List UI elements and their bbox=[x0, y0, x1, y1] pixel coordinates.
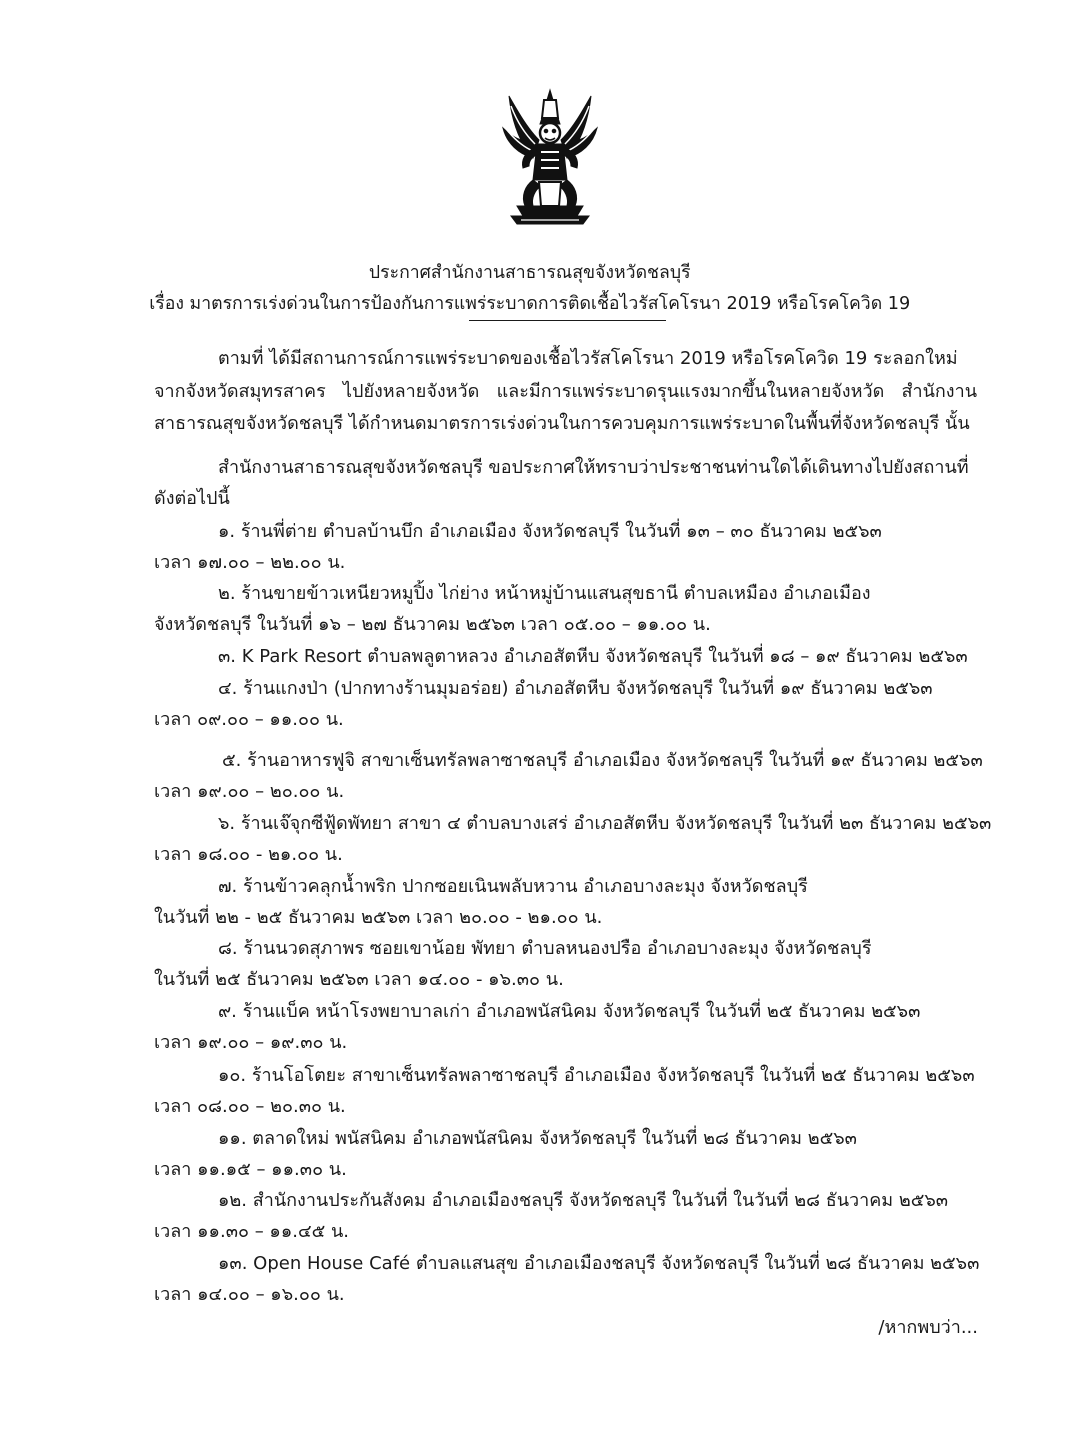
list-item-line-1: ๘. ร้านนวดสุภาพร ซอยเขาน้อย พัทยา ตำบลหนองปรือ อำเภอบางละมุง จังหวัดชลบุรี bbox=[218, 938, 872, 959]
list-item-line-2: จังหวัดชลบุรี ในวันที่ ๑๖ – ๒๗ ธันวาคม ๒๕๖๓ เวลา ๐๕.๐๐ – ๑๑.๐๐ น. bbox=[154, 614, 711, 635]
list-item-line-2: เวลา ๑๗.๐๐ – ๒๒.๐๐ น. bbox=[154, 552, 346, 573]
list-item-line-1: ๗. ร้านข้าวคลุกน้ำพริก ปากซอยเนินพลับหวาน อำเภอบางละมุง จังหวัดชลบุรี bbox=[218, 876, 808, 897]
list-item-line-1: ๕. ร้านอาหารฟูจิ สาขาเซ็นทรัลพลาซาชลบุรี อำเภอเมือง จังหวัดชลบุรี ในวันที่ ๑๙ ธันวาคม ๒๕๖๓ bbox=[222, 750, 983, 771]
list-item-line-2: เวลา ๑๑.๑๕ – ๑๑.๓๐ น. bbox=[154, 1159, 347, 1180]
list-item-line-1: ๑๓. Open House Café ตำบลแสนสุข อำเภอเมืองชลบุรี จังหวัดชลบุรี ในวันที่ ๒๘ ธันวาคม ๒๕๖๓ bbox=[218, 1253, 980, 1274]
list-item-line-2: เวลา ๑๙.๐๐ – ๑๙.๓๐ น. bbox=[154, 1032, 348, 1053]
list-item-line-1: ๑๐. ร้านโอโตยะ สาขาเซ็นทรัลพลาซาชลบุรี อำเภอเมือง จังหวัดชลบุรี ในวันที่ ๒๕ ธันวาคม ๒๕๖๓ bbox=[218, 1065, 975, 1086]
intro-paragraph-1-line-2: จากจังหวัดสมุทรสาคร ไปยังหลายจังหวัด และมีการแพร่ระบาดรุนแรงมากขึ้นในหลายจังหวัด สำนักงาน bbox=[154, 381, 977, 402]
intro-paragraph-1-line-3: สาธารณสุขจังหวัดชลบุรี ได้กำหนดมาตรการเร่งด่วนในการควบคุมการแพร่ระบาดในพื้นที่จังหวัดชลบุรี นั้น bbox=[154, 413, 970, 434]
list-item-line-1: ๑. ร้านพี่ต่าย ตำบลบ้านบึก อำเภอเมือง จังหวัดชลบุรี ในวันที่ ๑๓ – ๓๐ ธันวาคม ๒๕๖๓ bbox=[218, 521, 882, 542]
list-item-line-2: ในวันที่ ๒๒ - ๒๕ ธันวาคม ๒๕๖๓ เวลา ๒๐.๐๐ - ๒๑.๐๐ น. bbox=[154, 907, 603, 928]
list-item-line-2: เวลา ๑๙.๐๐ – ๒๐.๐๐ น. bbox=[154, 781, 345, 802]
list-item-line-1: ๑๒. สำนักงานประกันสังคม อำเภอเมืองชลบุรี จังหวัดชลบุรี ในวันที่ ในวันที่ ๒๘ ธันวาคม ๒๕๖๓ bbox=[218, 1190, 949, 1211]
list-item-line-2: เวลา ๑๔.๐๐ – ๑๖.๐๐ น. bbox=[154, 1284, 345, 1305]
list-item-line-1: ๖. ร้านเจ๊จุกซีฟู้ดพัทยา สาขา ๔ ตำบลบางเสร่ อำเภอสัตหีบ จังหวัดชลบุรี ในวันที่ ๒๓ ธันวาคม ๒๕๖๓ bbox=[218, 813, 992, 834]
announcement-subject: เรื่อง มาตรการเร่งด่วนในการป้องกันการแพร่ระบาดการติดเชื้อไวรัสโคโรนา 2019 หรือโรคโควิด 19 bbox=[149, 293, 911, 314]
list-item-line-1: ๔. ร้านแกงป่า (ปากทางร้านมุมอร่อย) อำเภอสัตหีบ จังหวัดชลบุรี ในวันที่ ๑๙ ธันวาคม ๒๕๖๓ bbox=[218, 678, 933, 699]
list-item-line-1: ๓. K Park Resort ตำบลพลูตาหลวง อำเภอสัตหีบ จังหวัดชลบุรี ในวันที่ ๑๘ – ๑๙ ธันวาคม ๒๕๖๓ bbox=[218, 646, 968, 667]
list-item-line-1: ๒. ร้านขายข้าวเหนียวหมูปิ้ง ไก่ย่าง หน้าหมู่บ้านแสนสุขธานี ตำบลเหมือง อำเภอเมือง bbox=[218, 583, 871, 604]
intro-paragraph-1-line-1: ตามที่ ได้มีสถานการณ์การแพร่ระบาดของเชื้อไวรัสโคโรนา 2019 หรือโรคโควิด 19 ระลอกใหม่ bbox=[218, 348, 958, 369]
list-item-line-2: ในวันที่ ๒๕ ธันวาคม ๒๕๖๓ เวลา ๑๔.๐๐ - ๑๖.๓๐ น. bbox=[154, 969, 564, 990]
list-item-line-2: เวลา ๑๘.๐๐ - ๒๑.๐๐ น. bbox=[154, 844, 343, 865]
list-item-line-1: ๑๑. ตลาดใหม่ พนัสนิคม อำเภอพนัสนิคม จังหวัดชลบุรี ในวันที่ ๒๘ ธันวาคม ๒๕๖๓ bbox=[218, 1128, 857, 1149]
intro-paragraph-2-line-1: สำนักงานสาธารณสุขจังหวัดชลบุรี ขอประกาศให้ทราบว่าประชาชนท่านใดได้เดินทางไปยังสถานที่ bbox=[218, 457, 969, 478]
list-item-line-2: เวลา ๑๑.๓๐ – ๑๑.๔๕ น. bbox=[154, 1221, 349, 1242]
list-item-line-2: เวลา ๐๘.๐๐ – ๒๐.๓๐ น. bbox=[154, 1096, 346, 1117]
continuation-note: /หากพบว่า... bbox=[878, 1317, 978, 1338]
intro-paragraph-2-line-2: ดังต่อไปนี้ bbox=[154, 488, 230, 509]
list-item-line-1: ๙. ร้านแบ็ค หน้าโรงพยาบาลเก่า อำเภอพนัสนิคม จังหวัดชลบุรี ในวันที่ ๒๕ ธันวาคม ๒๕๖๓ bbox=[218, 1001, 921, 1022]
list-item-line-2: เวลา ๐๙.๐๐ – ๑๑.๐๐ น. bbox=[154, 709, 344, 730]
announcement-title: ประกาศสำนักงานสาธารณสุขจังหวัดชลบุรี bbox=[368, 262, 691, 283]
garuda-emblem-icon bbox=[497, 88, 603, 228]
title-divider bbox=[469, 320, 666, 321]
